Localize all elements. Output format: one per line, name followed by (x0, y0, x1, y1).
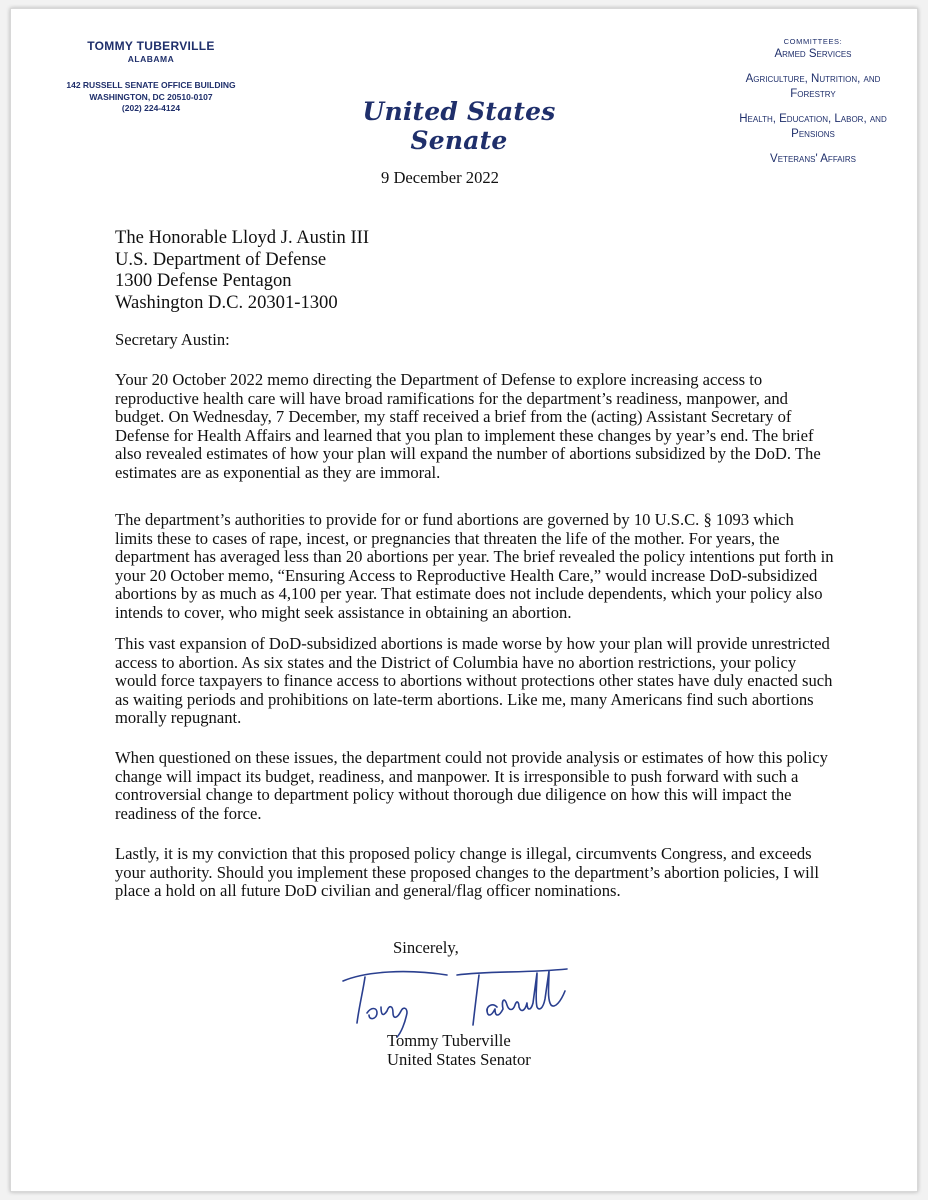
body-paragraph: This vast expansion of DoD-subsidized abortions is made worse by how your plan will provide unrestricted access to abortion. As six states and the District of Columbia have no abortion restrictions, your policy would force taxpayers to finance access to abortions without protections other states have duly enacted such as waiting periods and prohibitions on late-term abortions. Like me, many Americans find such abortions morally repugnant. (115, 634, 833, 727)
sender-state: ALABAMA (127, 54, 175, 64)
letter-page (10, 8, 918, 1192)
letter-date: 9 December 2022 (381, 168, 499, 187)
body-paragraph: The department’s authorities to provide for or fund abortions are governed by 10 U.S.C. § 1093 which limits these to cases of rape, incest, or pregnancies that threaten the life of the mother. For years, the department has averaged less than 20 abortions per year. The brief revealed the policy intentions put forth in your 20 October memo, “Ensuring Access to Reproductive Health Care,” would increase DoD-subsidized abortions by as much as 4,100 per year. That estimate does not include dependents, which your policy also intends to cover, who might seek assistance in obtaining an abortion. (115, 510, 834, 622)
signer-block (387, 1031, 531, 1069)
sender-block (41, 39, 261, 115)
committee-item: Health, Education, Labor, and Pensions (739, 113, 887, 140)
committee-item: Agriculture, Nutrition, and Forestry (745, 73, 881, 100)
sender-address (41, 80, 261, 115)
handwritten-signature (337, 967, 597, 1039)
committees-label: COMMITTEES: (783, 37, 843, 46)
address-line: WASHINGTON, DC 20510-0107 (89, 91, 213, 102)
committee-item: Veterans' Affairs (770, 153, 856, 165)
recipient-line: Washington D.C. 20301-1300 (115, 291, 338, 313)
body-paragraph: When questioned on these issues, the department could not provide analysis or estimates of how this policy change will impact its budget, readiness, and manpower. It is irresponsible to push forward with such a controversial change to department policy without thorough due diligence on how this will impact the readiness of the force. (115, 748, 828, 823)
address-line: 142 RUSSELL SENATE OFFICE BUILDING (66, 80, 236, 90)
recipient-line: 1300 Defense Pentagon (115, 270, 292, 291)
signer-title: United States Senator (387, 1050, 531, 1069)
committees-block (723, 37, 903, 167)
recipient-line: The Honorable Lloyd J. Austin III (115, 227, 370, 248)
sender-name: TOMMY TUBERVILLE (87, 39, 215, 53)
committee-item: Armed Services (774, 48, 852, 60)
signer-name: Tommy Tuberville (387, 1031, 511, 1050)
body-paragraph: Your 20 October 2022 memo directing the Department of Defense to explore increasing access to reproductive health care will have broad ramifications for the department’s readiness, manpower, and budget. On Wednesday, 7 December, my staff received a brief from the (acting) Assistant Secretary of Defense for Health Affairs and learned that you plan to implement these changes by year’s end. The brief also revealed estimates of how your plan will expand the number of abortions subsidized by the DoD. The estimates are as exponential as they are immoral. (115, 370, 821, 482)
letterhead-title: United States Senate (362, 97, 556, 155)
recipient-address (115, 227, 369, 313)
recipient-line: U.S. Department of Defense (115, 248, 327, 270)
closing: Sincerely, (393, 938, 459, 957)
salutation: Secretary Austin: (115, 330, 230, 349)
address-line: (202) 224-4124 (121, 103, 181, 113)
body-paragraph: Lastly, it is my conviction that this proposed policy change is illegal, circumvents Congress, and exceeds your authority. Should you implement these proposed changes to the department’s abortion policies, I will place a hold on all future DoD civilian and general/flag officer nominations. (115, 844, 820, 900)
